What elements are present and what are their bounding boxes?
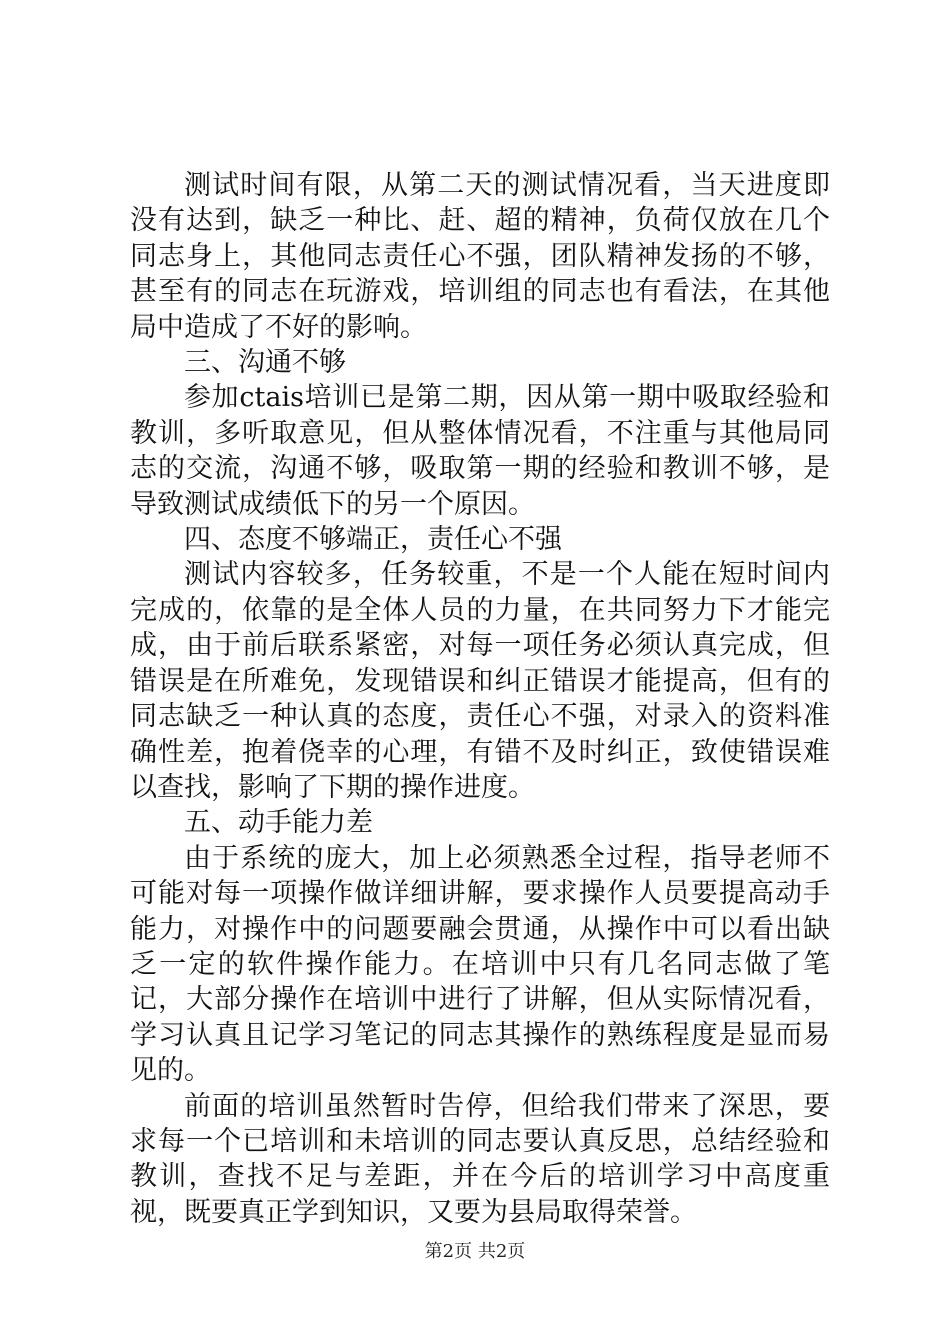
paragraph: 测试内容较多，任务较重，不是一个人能在短时间内完成的，依靠的是全体人员的力量，在共同努力下才能完成，由于前后联系紧密，对每一项任务必须认真完成，但错误是在所难免，发现错误和纠正错误才能提高，但有的同志缺乏一种认真的态度，责任心不强，对录入的资料准确性差，抱着侥幸的心理，有错不及时纠正，致使错误难以查找，影响了下期的操作进度。: [130, 559, 830, 803]
document-body: [130, 168, 830, 1230]
section-heading: 四、态度不够端正，责任心不强: [184, 524, 562, 556]
section-heading: 五、动手能力差: [184, 807, 373, 839]
page-number-footer: 第2页 共2页: [424, 1241, 526, 1262]
paragraph: 由于系统的庞大，加上必须熟悉全过程，指导老师不可能对每一项操作做详细讲解，要求操作人员要提高动手能力，对操作中的问题要融会贯通，从操作中可以看出缺乏一定的软件操作能力。在培训中只有几名同志做了笔记，大部分操作在培训中进行了讲解，但从实际情况看，学习认真且记学习笔记的同志其操作的熟练程度是显而易见的。: [130, 842, 830, 1087]
section-heading: 三、沟通不够: [184, 347, 346, 379]
paragraph: 参加ctais培训已是第二期，因从第一期中吸取经验和教训，多听取意见，但从整体情况看，不注重与其他局同志的交流，沟通不够，吸取第一期的经验和教训不够，是导致测试成绩低下的另一个原因。: [130, 382, 830, 520]
paragraph: 测试时间有限，从第二天的测试情况看，当天进度即没有达到，缺乏一种比、赶、超的精神，负荷仅放在几个同志身上，其他同志责任心不强，团队精神发扬的不够，甚至有的同志在玩游戏，培训组的同志也有看法，在其他局中造成了不好的影响。: [130, 170, 830, 343]
paragraph: 前面的培训虽然暂时告停，但给我们带来了深思，要求每一个已培训和未培训的同志要认真反思，总结经验和教训，查找不足与差距，并在今后的培训学习中高度重视，既要真正学到知识，又要为县局取得荣誉。: [130, 1090, 830, 1228]
